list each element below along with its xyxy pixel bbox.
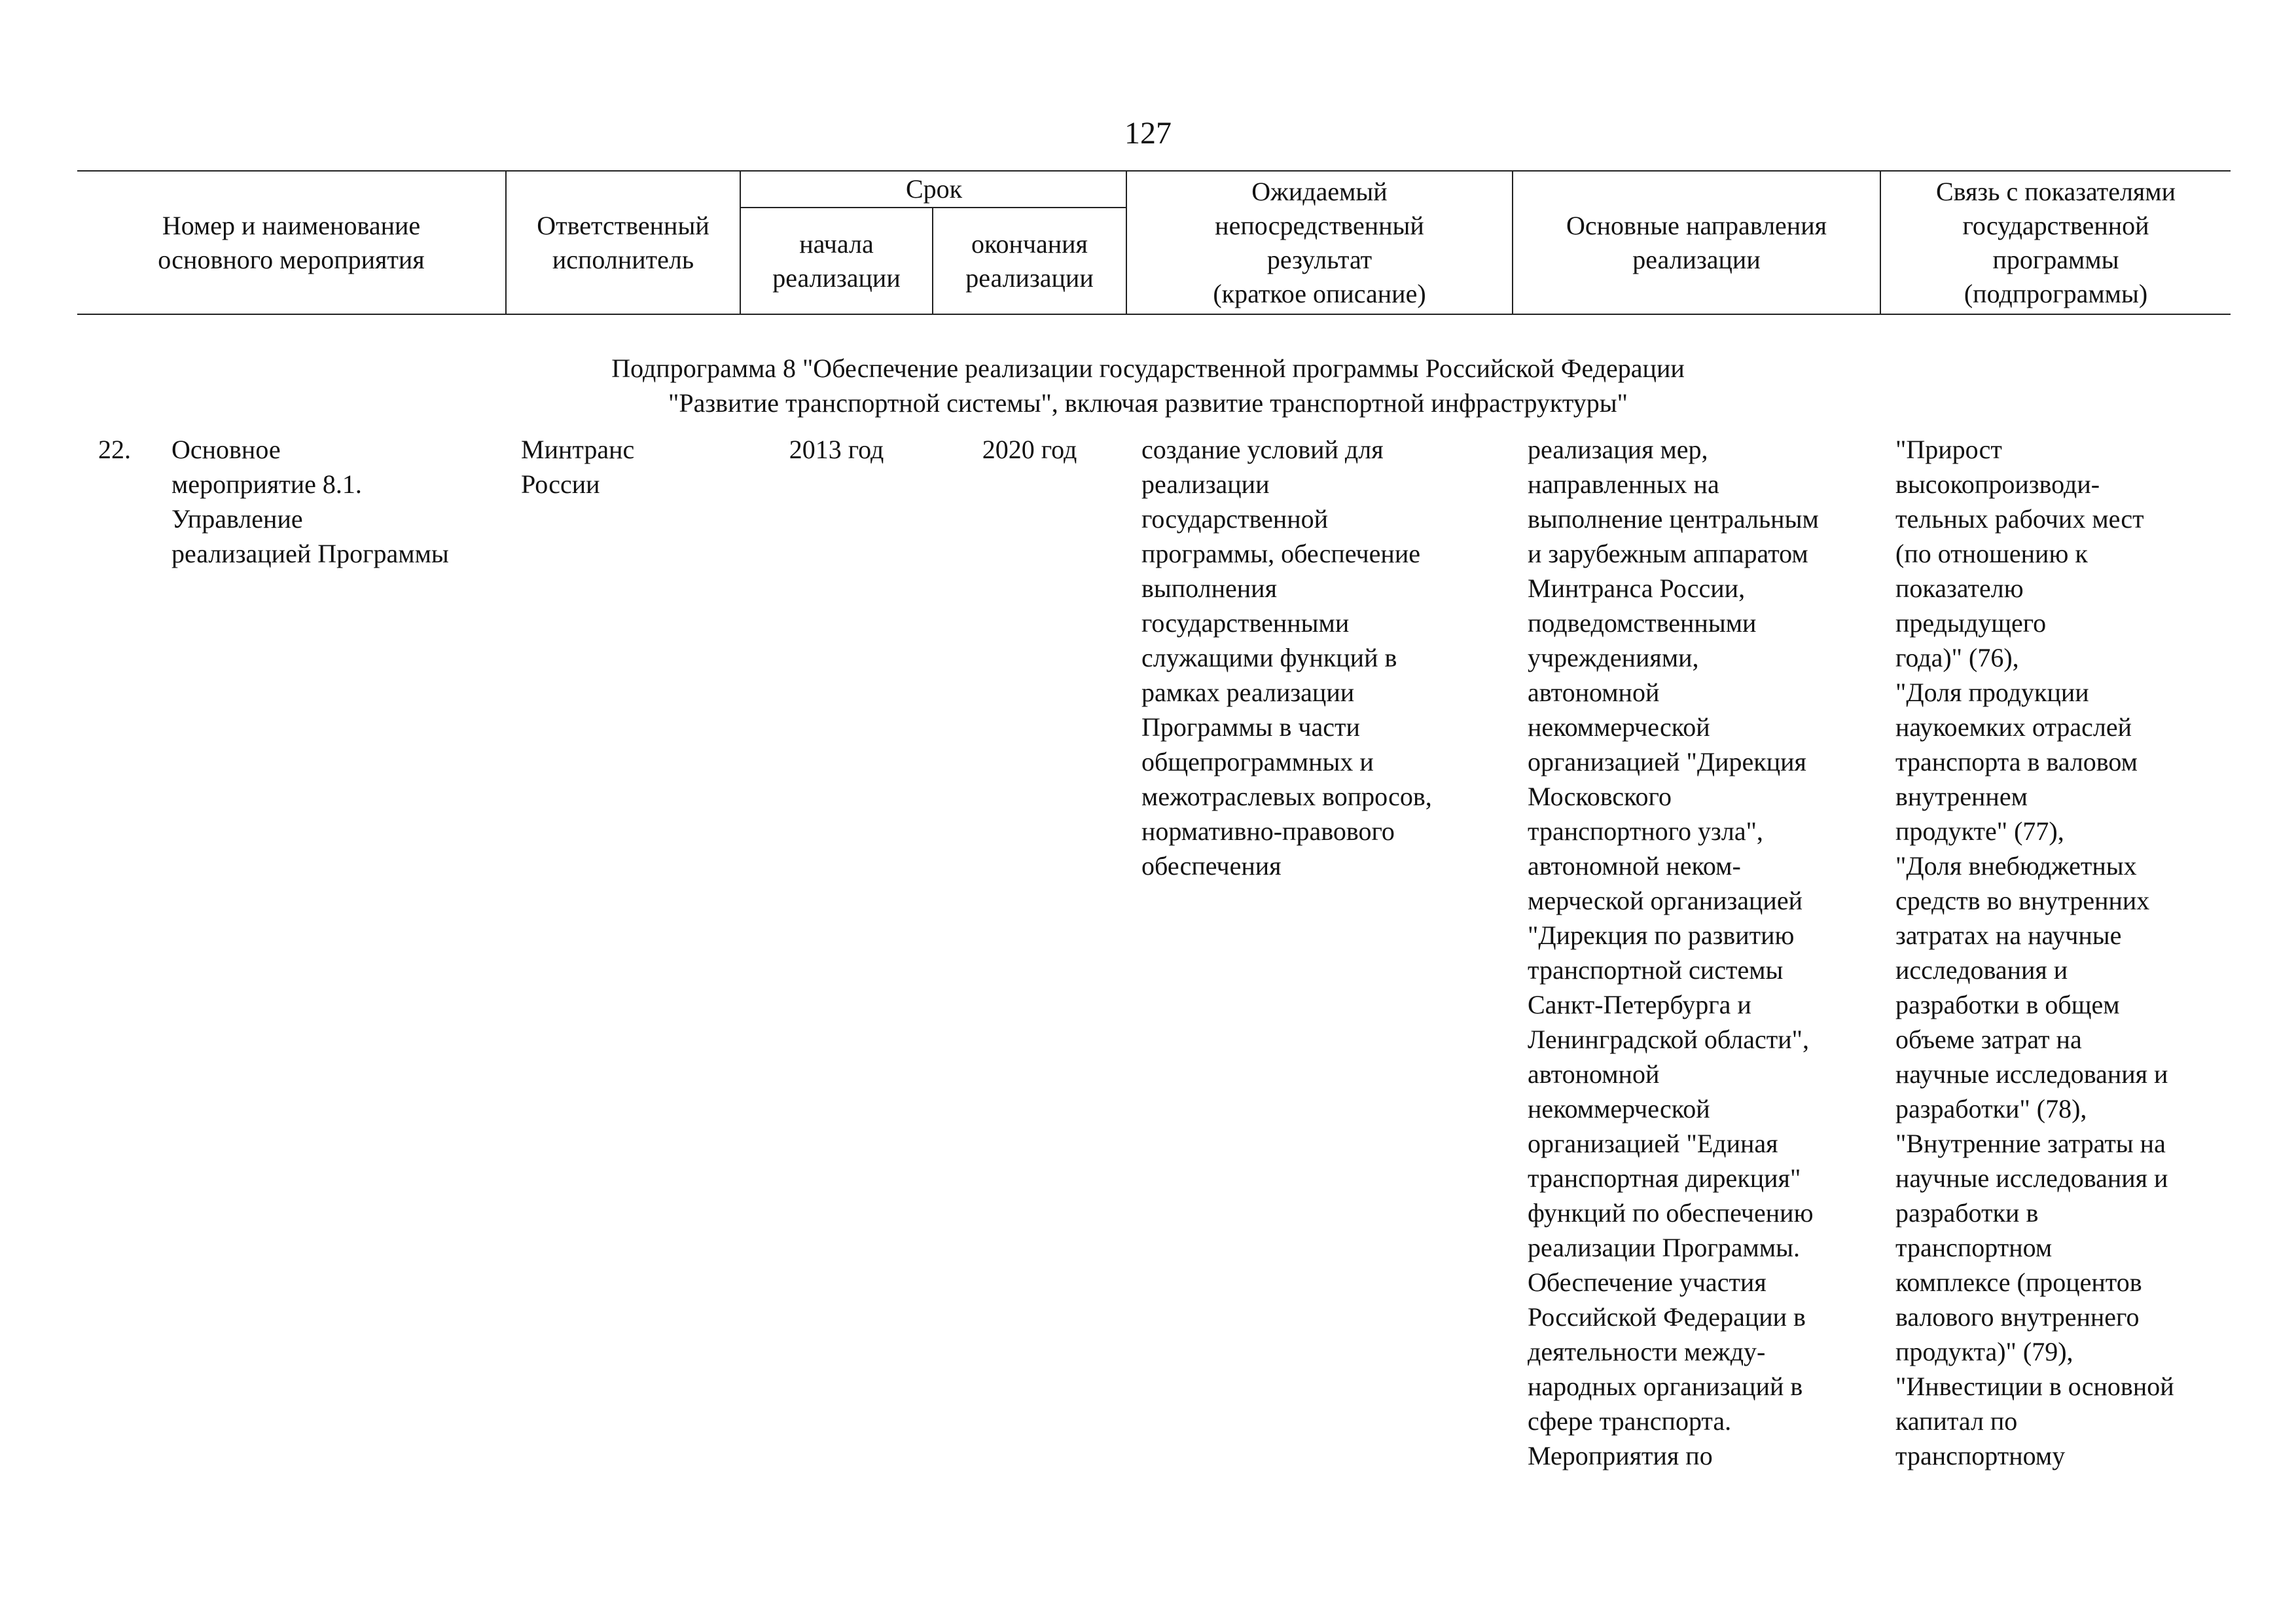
header-result-line: Ожидаемый [1251,176,1388,206]
row-executor-line: России [521,469,600,499]
row-indicators-line: "Доля продукции [1895,678,2089,707]
row-indicators-line: валового внутреннего [1895,1302,2140,1332]
row-indicators-line: транспорта в валовом [1895,747,2138,776]
row-directions-line: выполнение центральным [1528,504,1819,534]
row-indicators-line: продукта)" (79), [1895,1337,2073,1366]
header-end-line: окончания [971,228,1088,259]
header-start [741,208,932,314]
row-directions-line: Минтранса России, [1528,574,1746,603]
row-name-line: реализацией Программы [171,539,449,568]
row-directions-line: транспортного узла", [1528,816,1763,846]
row-indicators-line: разработки в общем [1895,990,2120,1019]
row-indicators-line: средств во внутренних [1895,886,2150,915]
row-directions-line: реализация мер, [1528,435,1708,464]
row-directions [1528,432,1819,1473]
row-indicators-line: капитал по [1895,1406,2018,1436]
row-directions-line: реализации Программы. [1528,1233,1801,1262]
row-result-line: государственными [1141,608,1350,638]
row-indicators-line: транспортном [1895,1233,2053,1262]
row-result-line: обеспечения [1141,851,1282,881]
row-indicators-line: "Инвестиции в основной [1895,1372,2174,1401]
row-result-line: межотраслевых вопросов, [1141,782,1432,811]
header-start-line: реализации [772,263,901,293]
row-result-line: рамках реализации [1141,678,1355,707]
row-result-line: программы, обеспечение [1141,539,1420,568]
row-indicators-line: наукоемких отраслей [1895,712,2132,742]
row-directions-line: деятельности между- [1528,1337,1766,1366]
row-indicators-line: тельных рабочих мест [1895,504,2144,534]
subprogram-title-line: Подпрограмма 8 "Обеспечение реализации государственной программы Российской Федерации [611,354,1685,383]
row-directions-line: Ленинградской области", [1528,1025,1809,1054]
header-result [1127,172,1512,314]
header-end-line: реализации [965,263,1094,293]
row-directions-line: подведомственными [1528,608,1757,638]
row-directions-line: направленных на [1528,469,1719,499]
header-indicators [1881,172,2231,314]
row-executor-line: Минтранс [521,435,635,464]
row-indicators-line: затратах на научные [1895,921,2122,950]
subprogram-title [0,351,2296,420]
row-indicators-line: научные исследования и [1895,1163,2168,1193]
row-directions-line: некоммерческой [1528,712,1710,742]
row-indicators-line: объеме затрат на [1895,1025,2082,1054]
row-directions-line: автономной [1528,1059,1660,1089]
row-result-line: выполнения [1141,574,1277,603]
row-indicators-line: высокопроизводи- [1895,469,2100,499]
header-name-line: основного мероприятия [158,244,425,274]
row-result-line: Программы в части [1141,712,1360,742]
header-directions [1513,172,1880,314]
row-end-year: 2020 год [982,435,1077,464]
row-indicators-line: продукте" (77), [1895,816,2064,846]
row-directions-line: некоммерческой [1528,1094,1710,1123]
header-result-line: непосредственный [1215,210,1424,240]
row-directions-line: организацией "Дирекция [1528,747,1806,776]
row-directions-line: Санкт-Петербурга и [1528,990,1751,1019]
row-result-line: государственной [1141,504,1329,534]
row-directions-line: автономной [1528,678,1660,707]
row-name-line: мероприятие 8.1. [171,469,362,499]
row-directions-line: функций по обеспечению [1528,1198,1814,1228]
row-indicators [1895,432,2174,1473]
header-term-label: Срок [905,174,963,204]
row-directions-line: Российской Федерации в [1528,1302,1806,1332]
row-directions-line: сфере транспорта. [1528,1406,1732,1436]
row-directions-line: транспортной системы [1528,955,1784,985]
row-indicators-line: (по отношению к [1895,539,2088,568]
header-name [77,172,505,314]
header-start-line: начала [799,228,874,259]
row-indicators-line: разработки в [1895,1198,2039,1228]
row-result-line: общепрограммных и [1141,747,1374,776]
row-result-line: нормативно-правового [1141,816,1395,846]
header-term [741,172,1127,207]
row-indicators-line: "Прирост [1895,435,2002,464]
row-indicators-line: года)" (76), [1895,643,2019,672]
row-directions-line: организацией "Единая [1528,1129,1778,1158]
header-result-line: (краткое описание) [1213,278,1426,308]
row-directions-line: Московского [1528,782,1672,811]
header-indicators-line: программы [1992,244,2119,274]
row-number: 22. [98,435,131,464]
row-indicators-line: научные исследования и [1895,1059,2168,1089]
row-start-year: 2013 год [789,435,884,464]
row-indicators-line: комплексе (процентов [1895,1267,2142,1297]
row-directions-line: учреждениями, [1528,643,1699,672]
page-number: 127 [1124,116,1172,151]
header-directions-line: Основные направления [1566,210,1827,240]
header-name-line: Номер и наименование [162,210,421,240]
row-directions-line: транспортная дирекция" [1528,1163,1801,1193]
row-result-line: реализации [1141,469,1270,499]
row-indicators-line: "Доля внебюджетных [1895,851,2137,881]
header-executor-line: Ответственный [537,210,709,240]
row-name-line: Основное [171,435,281,464]
row-directions-line: "Дирекция по развитию [1528,921,1795,950]
row-directions-line: Мероприятия по [1528,1441,1713,1470]
row-name-line: Управление [171,504,303,534]
header-indicators-line: государственной [1962,210,2149,240]
row-name [171,432,449,571]
header-directions-line: реализации [1632,244,1761,274]
header-executor-line: исполнитель [552,244,694,274]
row-result-line: служащими функций в [1141,643,1397,672]
row-result-line: создание условий для [1141,435,1384,464]
row-directions-line: и зарубежным аппаратом [1528,539,1808,568]
row-indicators-line: показателю [1895,574,2024,603]
row-directions-line: Обеспечение участия [1528,1267,1767,1297]
row-directions-line: автономной неком- [1528,851,1741,881]
row-indicators-line: разработки" (78), [1895,1094,2087,1123]
header-indicators-line: (подпрограммы) [1964,278,2148,308]
header-result-line: результат [1266,244,1372,274]
header-executor [507,172,740,314]
subprogram-title-line: "Развитие транспортной системы", включая развитие транспортной инфраструктуры" [668,388,1628,418]
row-indicators-line: "Внутренние затраты на [1895,1129,2166,1158]
row-indicators-line: транспортному [1895,1441,2066,1470]
header-end [933,208,1126,314]
row-result [1141,432,1432,883]
row-directions-line: мерческой организацией [1528,886,1803,915]
row-directions-line: народных организаций в [1528,1372,1803,1401]
row-executor [521,432,634,501]
header-indicators-line: Связь с показателями [1935,176,2176,206]
row-indicators-line: предыдущего [1895,608,2047,638]
row-indicators-line: исследования и [1895,955,2068,985]
table-header-bottom-border [77,314,2231,315]
row-indicators-line: внутреннем [1895,782,2028,811]
